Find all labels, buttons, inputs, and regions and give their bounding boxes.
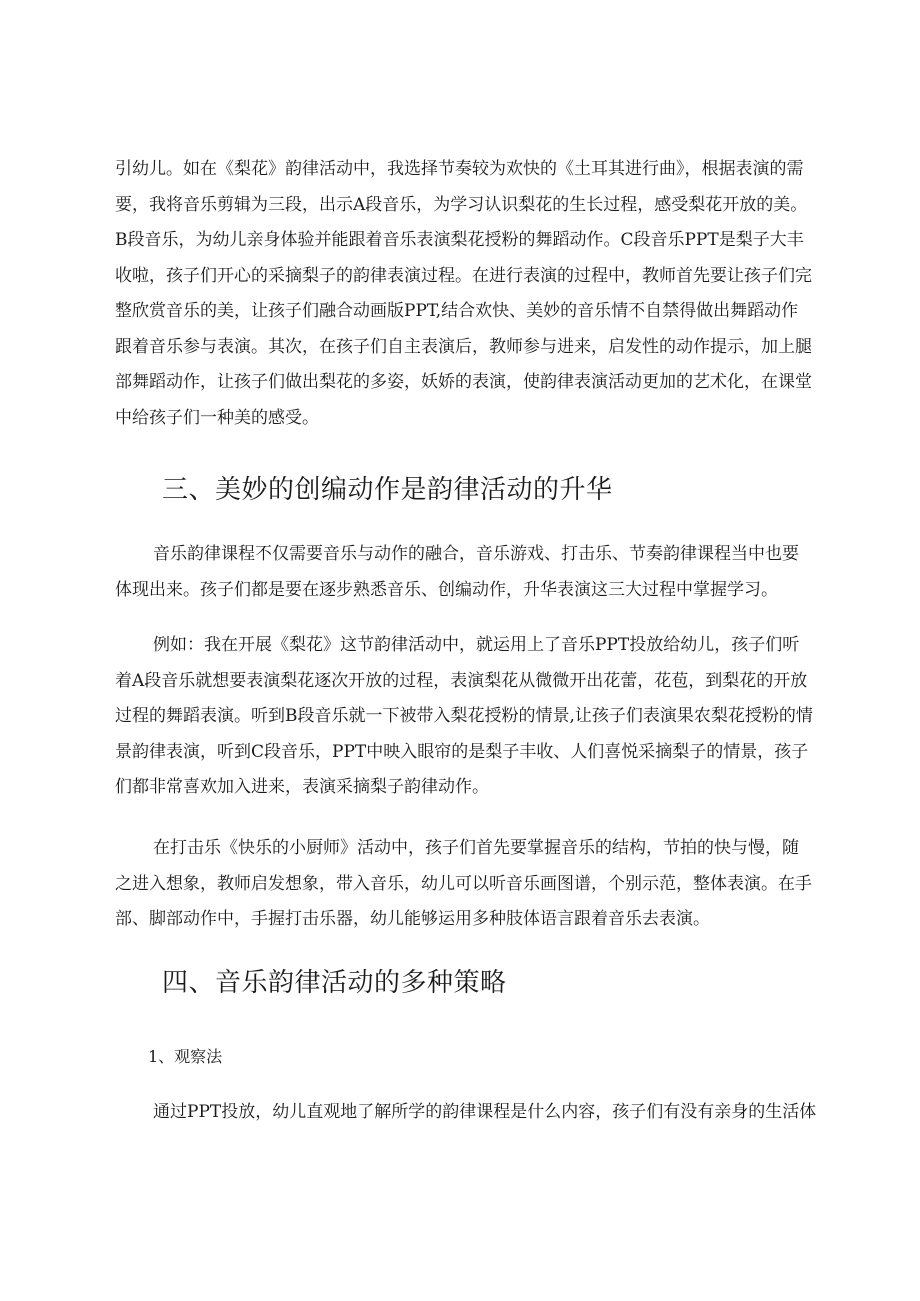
section-heading-4: 四、音乐韵律活动的多种策略 — [162, 968, 507, 998]
body-paragraph: 例如：我在开展《梨花》这节韵律活动中，就运用上了音乐PPT投放给幼儿，孩子们听着A段音乐就想要表演梨花逐次开放的过程，表演梨花从微微开出花蕾，花苞，到梨花的开放过程的舞蹈表演。听到B段音乐就一下被带入梨花授粉的情景,让孩子们表演果农梨花授粉的情景韵律表演，听到C段音乐，PPT中映入眼帘的是梨子丰收、人们喜悦采摘梨子的情景，孩子们都非常喜欢加入进来，表演采摘梨子韵律动作。 — [115, 635, 813, 797]
subsection-heading: 1、观察法 — [148, 1047, 223, 1066]
body-paragraph: 在打击乐《快乐的小厨师》活动中，孩子们首先要掌握音乐的结构，节拍的快与慢，随之进入想象，教师启发想象，带入音乐，幼儿可以听音乐画图谱，个别示范，整体表演。在手部、脚部动作中，手握打击乐器，幼儿能够运用多种肢体语言跟着音乐去表演。 — [115, 838, 812, 929]
section-heading-3: 三、美妙的创编动作是韵律活动的升华 — [162, 475, 613, 505]
body-paragraph: 引幼儿。如在《梨花》韵律活动中，我选择节奏较为欢快的《土耳其进行曲》，根据表演的需要，我将音乐剪辑为三段，出示A段音乐，为学习认识梨花的生长过程，感受梨花开放的美。B段音乐，为幼儿亲身体验并能跟着音乐表演梨花授粉的舞蹈动作。C段音乐PPT是梨子大丰收啦，孩子们开心的采摘梨子的韵律表演过程。在进行表演的过程中，教师首先要让孩子们完整欣赏音乐的美，让孩子们融合动画版PPT,结合欢快、美妙的音乐情不自禁得做出舞蹈动作跟着音乐参与表演。其次，在孩子们自主表演后，教师参与进来，启发性的动作提示，加上腿部舞蹈动作，让孩子们做出梨花的多姿，妖娇的表演，使韵律表演活动更加的艺术化，在课堂中给孩子们一种美的感受。 — [115, 159, 812, 428]
body-paragraph: 音乐韵律课程不仅需要音乐与动作的融合，音乐游戏、打击乐、节奏韵律课程当中也要体现出来。孩子们都是要在逐步熟悉音乐、创编动作，升华表演这三大过程中掌握学习。 — [115, 544, 799, 600]
body-paragraph: 通过PPT投放，幼儿直观地了解所学的韵律课程是什么内容，孩子们有没有亲身的生活体 — [153, 1102, 817, 1122]
